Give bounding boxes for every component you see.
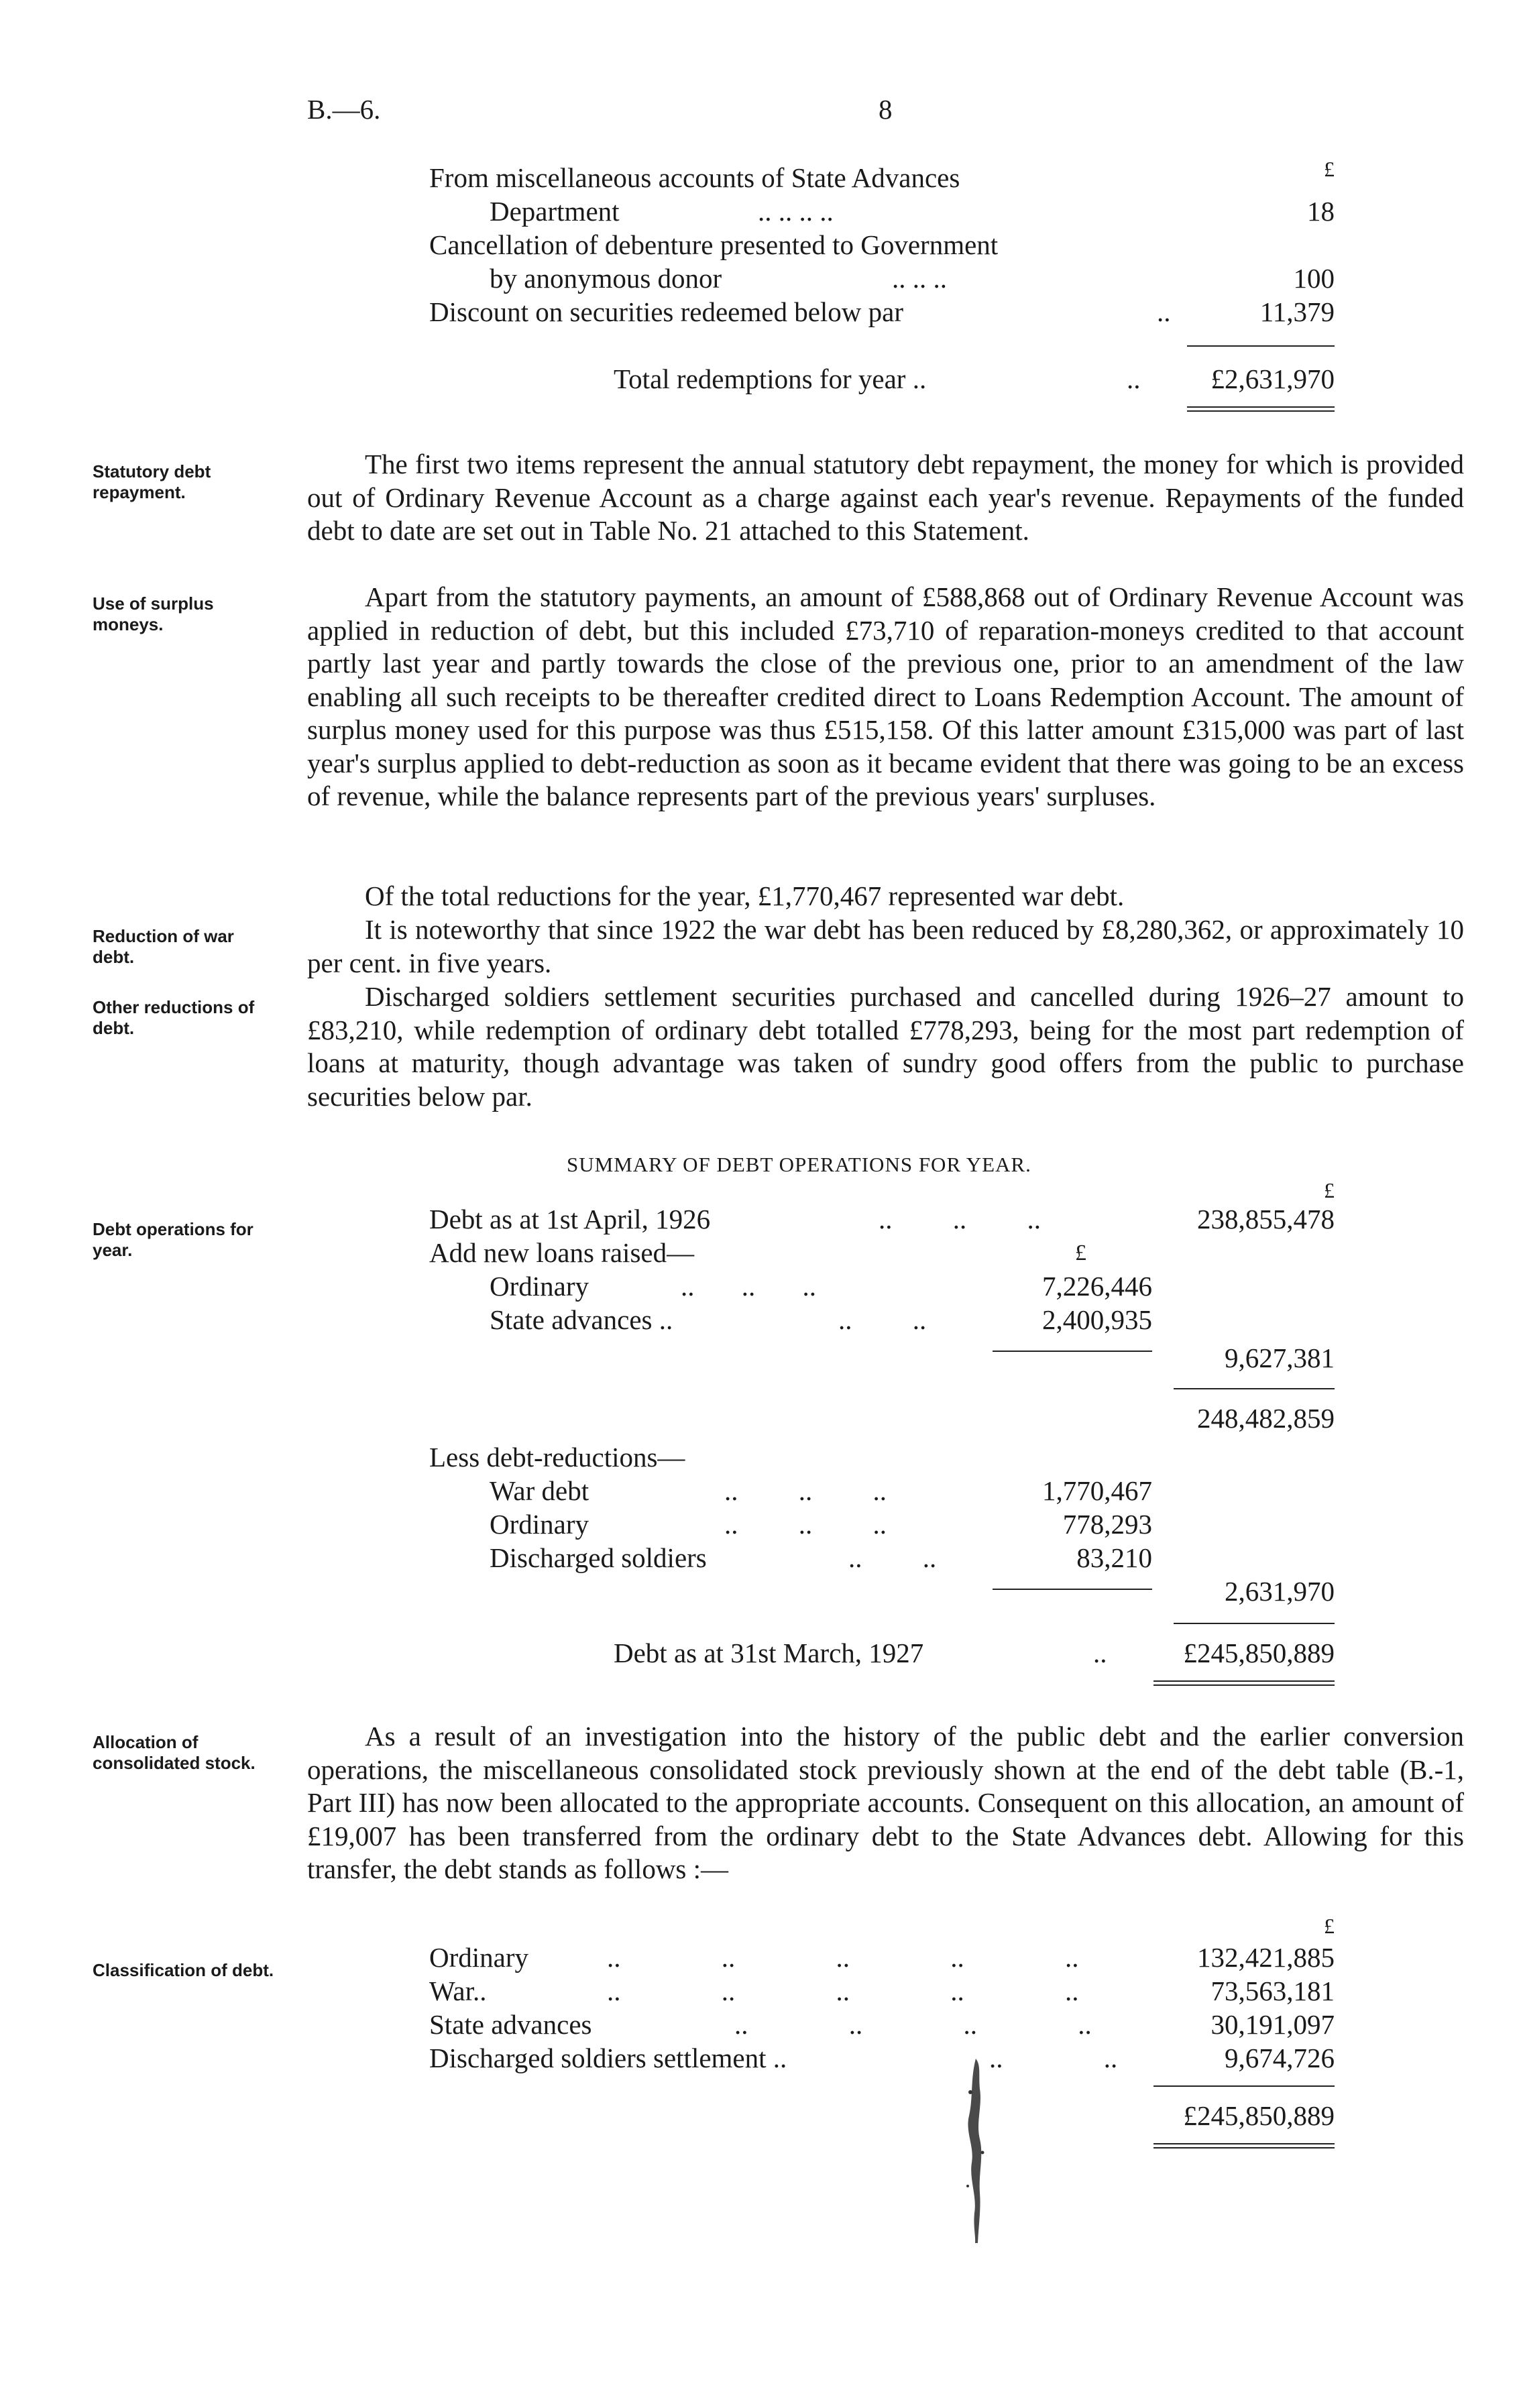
less-reductions-item-label: War debt — [490, 1475, 589, 1506]
sidenote-line: year. — [93, 1240, 133, 1260]
sidenote-line: debt. — [93, 1018, 135, 1038]
sidenote-line: Other reductions of — [93, 997, 255, 1017]
paragraph-text: The first two items represent the annual statutory debt repayment, the money for which is provided out of Ordinary Revenue Account as a charge against each year's revenue. Repayments of the funded debt to date are set out in Table No. 21 attached to this Statement. — [307, 449, 1464, 546]
paragraph-surplus — [307, 581, 1464, 813]
sidenote-line: debt. — [93, 947, 135, 967]
sidenote-surplus-moneys — [93, 593, 294, 635]
sidenote-war-debt — [93, 926, 294, 968]
less-reductions-total: 2,631,970 — [1225, 1576, 1335, 1607]
dot-leader: .. — [1093, 1638, 1107, 1668]
paragraph-text: As a result of an investigation into the history of the public debt and the earlier conversion operations, the miscellaneous consolidated stock previously shown at the end of the debt table (B.-1, Part III) has now been allocated to the appropriate accounts. Consequent on this allocation, an amount of £19,007 has been transferred from the ordinary debt to the State Advances debt. Allowing for this transfer, the debt stands as follows :— — [307, 1721, 1464, 1884]
sidenote-other-reductions — [93, 997, 294, 1039]
add-loans-total: 9,627,381 — [1225, 1342, 1335, 1373]
redemption-label-cont: Department — [490, 196, 620, 227]
redemption-value: 18 — [1307, 196, 1335, 227]
dot-leader: .. .. .. .. .. — [607, 1975, 1079, 2006]
redemption-label: From miscellaneous accounts of State Advances — [429, 162, 960, 193]
ink-blot-mark — [956, 2052, 996, 2246]
sidenote-line: Statutory debt — [93, 461, 211, 481]
dot-leader: .. .. .. .. — [758, 196, 834, 227]
rule — [1174, 1388, 1335, 1389]
classification-total: £245,850,889 — [1183, 2100, 1335, 2131]
redemption-label: Cancellation of debenture presented to Government — [429, 229, 999, 260]
dot-leader: .. .. .. .. — [734, 2009, 1092, 2040]
less-reductions-item-value: 83,210 — [1076, 1542, 1152, 1573]
paragraph-war-total — [307, 880, 1464, 913]
rule — [1153, 2085, 1335, 2087]
dot-leader: .. .. — [848, 1542, 937, 1573]
closing-debt-value: £245,850,889 — [1183, 1638, 1335, 1668]
classification-label: Discharged soldiers settlement .. — [429, 2043, 787, 2073]
closing-debt-label: Debt as at 31st March, 1927 — [614, 1638, 924, 1668]
dot-leader: .. .. .. — [892, 263, 947, 294]
sidenote-line: consolidated stock. — [93, 1753, 256, 1773]
less-reductions-item-label: Ordinary — [490, 1509, 589, 1540]
sidenote-line: repayment. — [93, 482, 186, 502]
add-loans-item-label: Ordinary — [490, 1271, 589, 1302]
summary-currency-header: £ — [1324, 1178, 1335, 1202]
classification-value: 30,191,097 — [1210, 2009, 1335, 2040]
dot-leader: .. .. — [989, 2043, 1118, 2073]
less-reductions-label: Less debt-reductions— — [429, 1442, 685, 1473]
classification-currency-header: £ — [1324, 1914, 1335, 1938]
sidenote-line: Allocation of — [93, 1732, 199, 1752]
paragraph-text: Of the total reductions for the year, £1,770,467 represented war debt. — [365, 880, 1125, 911]
classification-value: 73,563,181 — [1210, 1975, 1335, 2006]
sidenote-line: Debt operations for — [93, 1219, 253, 1239]
rule — [993, 1351, 1152, 1352]
add-loans-label: Add new loans raised— — [429, 1237, 695, 1268]
redemption-label-cont: by anonymous donor — [490, 263, 722, 294]
rule — [1187, 345, 1335, 347]
paragraph-text: Apart from the statutory payments, an amount of £588,868 out of Ordinary Revenue Account was applied in reduction of debt, but this included £73,710 of reparation-moneys credited to that account partly last year and partly towards the close of the previous one, prior to an amendment of the law enabling all such receipts to be thereafter credited direct to Loans Redemption Account. The amount of surplus money used for this purpose was thus £515,158. Of this latter amount £315,000 was part of last year's surplus applied to debt-reduction as soon as it became evident that there was going to be an excess of revenue, while the balance represents part of the previous years' surpluses. — [307, 581, 1464, 811]
redemption-value: 11,379 — [1259, 296, 1335, 327]
add-loans-item-label: State advances .. — [490, 1304, 673, 1335]
paragraph-text: Discharged soldiers settlement securities purchased and cancelled during 1926–27 amount to £83,210, while redemption of ordinary debt totalled £778,293, being for the most part redemption of loans at maturity, though advantage was taken of sundry good offers from the public to purchase securities below par. — [307, 981, 1464, 1112]
dot-leader: .. — [1127, 363, 1141, 394]
add-loans-currency: £ — [1075, 1241, 1086, 1265]
add-loans-item-value: 2,400,935 — [1042, 1304, 1152, 1335]
double-rule — [1187, 406, 1335, 412]
paragraph-noteworthy — [307, 913, 1464, 980]
dot-leader: .. .. .. .. .. — [607, 1942, 1079, 1973]
document-reference: B.—6. — [307, 94, 381, 125]
double-rule — [1153, 1680, 1335, 1686]
total-redemptions-value: £2,631,970 — [1210, 363, 1335, 394]
redemptions-currency-header: £ — [1324, 157, 1335, 181]
dot-leader: .. .. .. — [879, 1204, 1041, 1235]
paragraph-discharged — [307, 980, 1464, 1113]
add-loans-item-value: 7,226,446 — [1042, 1271, 1152, 1302]
paragraph-allocation — [307, 1720, 1464, 1886]
dot-leader: .. .. .. — [724, 1509, 887, 1540]
double-rule — [1153, 2143, 1335, 2148]
redemption-label: Discount on securities redeemed below par — [429, 296, 904, 327]
paragraph-statutory — [307, 448, 1464, 548]
less-reductions-item-label: Discharged soldiers — [490, 1542, 707, 1573]
classification-value: 9,674,726 — [1225, 2043, 1335, 2073]
summary-heading: SUMMARY OF DEBT OPERATIONS FOR YEAR. — [567, 1153, 1031, 1176]
dot-leader: .. .. .. — [681, 1271, 816, 1302]
rule — [1174, 1623, 1335, 1624]
rule — [993, 1589, 1152, 1590]
sidenote-allocation — [93, 1732, 294, 1774]
total-redemptions-label: Total redemptions for year .. — [614, 363, 927, 394]
sidenote-line: Use of surplus — [93, 593, 214, 614]
less-reductions-item-value: 1,770,467 — [1042, 1475, 1152, 1506]
paragraph-text: It is noteworthy that since 1922 the war debt has been reduced by £8,280,362, or approximately 10 per cent. in five years. — [307, 914, 1464, 978]
classification-value: 132,421,885 — [1197, 1942, 1335, 1973]
sidenote-debt-operations — [93, 1219, 294, 1261]
opening-debt-value: 238,855,478 — [1197, 1204, 1335, 1235]
sidenote-line: Classification of debt. — [93, 1960, 274, 1980]
dot-leader: .. .. — [838, 1304, 927, 1335]
sidenote-classification — [93, 1960, 294, 1981]
sidenote-line: moneys. — [93, 614, 164, 634]
dot-leader: .. — [1157, 296, 1171, 327]
sidenote-line: Reduction of war — [93, 926, 234, 946]
opening-debt-label: Debt as at 1st April, 1926 — [429, 1204, 711, 1235]
summary-subtotal: 248,482,859 — [1197, 1403, 1335, 1434]
classification-label: Ordinary — [429, 1942, 529, 1973]
classification-label: War.. — [429, 1975, 487, 2006]
less-reductions-item-value: 778,293 — [1062, 1509, 1152, 1540]
sidenote-statutory-debt — [93, 461, 294, 503]
page-number: 8 — [879, 94, 893, 125]
classification-label: State advances — [429, 2009, 592, 2040]
redemption-value: 100 — [1293, 263, 1335, 294]
dot-leader: .. .. .. — [724, 1475, 887, 1506]
